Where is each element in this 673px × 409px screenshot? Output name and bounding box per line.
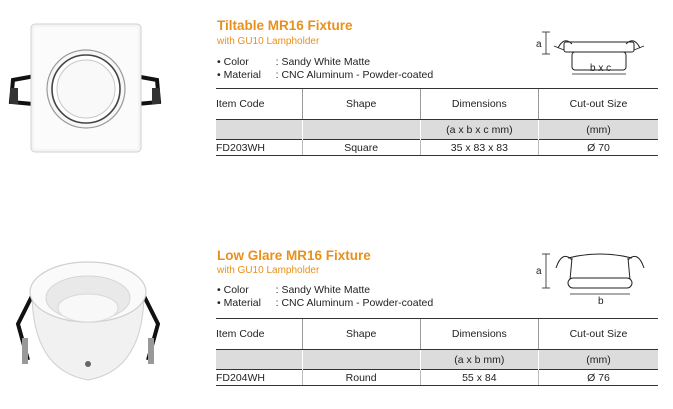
dimension-label-a: a bbox=[536, 39, 542, 50]
spec-key: Color bbox=[223, 284, 249, 296]
column-header-dimensions: Dimensions bbox=[420, 319, 538, 350]
spec-value: : Sandy White Matte bbox=[275, 56, 371, 68]
spec-value: : Sandy White Matte bbox=[275, 284, 371, 296]
bullet: • bbox=[217, 69, 221, 81]
table-header-row bbox=[216, 89, 658, 120]
unit-cell: (mm) bbox=[538, 350, 658, 370]
shape-cell: Round bbox=[302, 370, 420, 386]
spec-table bbox=[216, 88, 658, 156]
cutout-cell: Ø 76 bbox=[538, 370, 658, 386]
table-units-row bbox=[216, 120, 658, 140]
product-title: Tiltable MR16 Fixture bbox=[217, 18, 353, 33]
dimension-label-bxc: b x c bbox=[590, 63, 612, 74]
unit-cell: (a x b x c mm) bbox=[420, 120, 538, 140]
unit-cell bbox=[216, 350, 302, 370]
dimension-diagram-round bbox=[528, 246, 658, 308]
cutout-cell: Ø 70 bbox=[539, 140, 659, 156]
product-title: Low Glare MR16 Fixture bbox=[217, 248, 371, 263]
shape-cell: Square bbox=[302, 140, 420, 156]
product-photo-round-fixture bbox=[8, 252, 168, 392]
table-header-row bbox=[216, 319, 658, 350]
column-header-shape: Shape bbox=[302, 319, 420, 350]
column-header-shape: Shape bbox=[302, 89, 420, 120]
unit-cell: (mm) bbox=[539, 120, 659, 140]
spec-material bbox=[217, 297, 433, 309]
column-header-item-code: Item Code bbox=[216, 319, 302, 350]
bullet: • bbox=[217, 284, 221, 296]
column-header-dimensions: Dimensions bbox=[420, 89, 538, 120]
unit-cell bbox=[216, 120, 302, 140]
item-code-cell: FD203WH bbox=[216, 140, 302, 156]
unit-cell bbox=[302, 350, 420, 370]
spec-key: Material bbox=[223, 297, 261, 309]
spec-material bbox=[217, 69, 433, 81]
dimensions-cell: 55 x 84 bbox=[420, 370, 538, 386]
column-header-cutout: Cut-out Size bbox=[539, 89, 659, 120]
dimension-label-b: b bbox=[598, 296, 604, 307]
spec-color bbox=[217, 284, 370, 296]
dimension-diagram-square bbox=[528, 28, 658, 78]
bullet: • bbox=[217, 56, 221, 68]
spec-key: Material bbox=[223, 69, 261, 81]
table-row bbox=[216, 140, 658, 156]
item-code-cell: FD204WH bbox=[216, 370, 302, 386]
dimensions-cell: 35 x 83 x 83 bbox=[420, 140, 538, 156]
unit-cell bbox=[302, 120, 420, 140]
bullet: • bbox=[217, 297, 221, 309]
product-subtitle: with GU10 Lampholder bbox=[217, 265, 320, 276]
table-units-row bbox=[216, 350, 658, 370]
product-block-low-glare bbox=[0, 200, 673, 409]
table-row bbox=[216, 370, 658, 386]
dimension-label-a: a bbox=[536, 266, 542, 277]
product-photo-square-fixture bbox=[5, 18, 165, 158]
product-block-tiltable bbox=[0, 0, 673, 200]
spec-color bbox=[217, 56, 370, 68]
spec-value: : CNC Aluminum - Powder-coated bbox=[275, 69, 434, 81]
spec-value: : CNC Aluminum - Powder-coated bbox=[275, 297, 434, 309]
spec-key: Color bbox=[223, 56, 249, 68]
spec-table bbox=[216, 318, 658, 386]
product-subtitle: with GU10 Lampholder bbox=[217, 36, 320, 47]
unit-cell: (a x b mm) bbox=[420, 350, 538, 370]
column-header-item-code: Item Code bbox=[216, 89, 302, 120]
column-header-cutout: Cut-out Size bbox=[538, 319, 658, 350]
